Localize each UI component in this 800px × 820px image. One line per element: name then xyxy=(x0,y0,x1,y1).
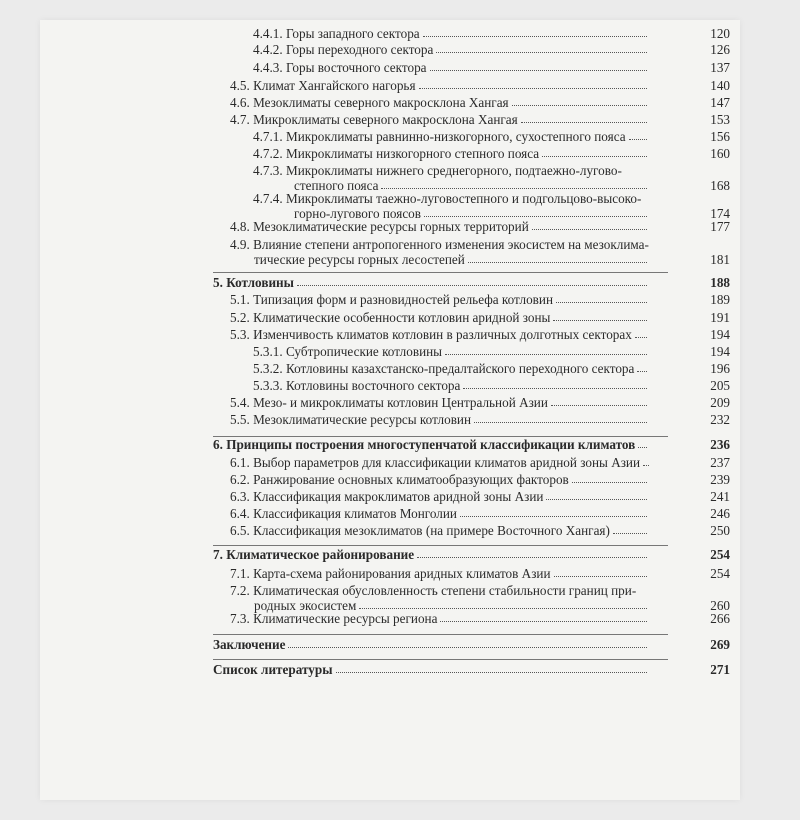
dot-leader xyxy=(440,621,647,622)
toc-entry-title: 5.3. Изменчивость климатов котловин в различных долготных секторах xyxy=(230,327,632,342)
toc-entry-title: 4.7. Микроклиматы северного макросклона Хангая xyxy=(230,112,518,127)
dot-leader xyxy=(551,405,647,406)
toc-entry-title: 5.5. Мезоклиматические ресурсы котловин xyxy=(230,412,472,427)
dot-leader xyxy=(468,262,647,263)
toc-page-number: 140 xyxy=(710,78,730,93)
toc-page-number: 188 xyxy=(710,275,730,290)
toc-page-number: 241 xyxy=(710,489,730,504)
toc-page-number: 194 xyxy=(710,344,730,359)
toc-page-number: 209 xyxy=(710,395,730,410)
toc-page-number: 254 xyxy=(710,566,730,581)
section-divider xyxy=(213,272,668,273)
toc-entry-title-line1: 4.7.3. Микроклиматы нижнего среднегорного, подтаежно-лугово- xyxy=(253,163,622,178)
section-divider xyxy=(213,545,668,546)
dot-leader xyxy=(637,371,647,372)
toc-entry-title: 4.7.2. Микроклиматы низкогорного степного пояса xyxy=(253,146,540,161)
toc-page-number: 232 xyxy=(710,412,730,427)
toc-entry-title-line1: 4.7.4. Микроклиматы таежно-луговостепного и подгольцово-высоко- xyxy=(253,191,642,206)
toc-entry-title: 5. Котловины xyxy=(213,275,294,290)
dot-leader xyxy=(463,388,647,389)
toc-page-number: 147 xyxy=(710,95,730,110)
dot-leader xyxy=(297,285,647,286)
toc-entry-title: 4.4.3. Горы восточного сектора xyxy=(253,60,427,75)
toc-page-number: 160 xyxy=(710,146,730,161)
section-divider xyxy=(213,436,668,437)
table-of-contents xyxy=(40,20,800,820)
toc-entry xyxy=(40,583,800,613)
toc-page-number: 205 xyxy=(710,378,730,393)
dot-leader xyxy=(553,320,647,321)
dot-leader xyxy=(423,36,647,37)
dot-leader xyxy=(521,122,647,123)
toc-entry-title: 5.1. Типизация форм и разновидностей рельефа котловин xyxy=(230,292,554,307)
dot-leader xyxy=(424,216,647,217)
toc-page-number: 239 xyxy=(710,472,730,487)
toc-entry-title-line1: 4.9. Влияние степени антропогенного изменения экосистем на мезоклима- xyxy=(230,237,649,252)
toc-page-number: 191 xyxy=(710,310,730,325)
toc-entry xyxy=(40,163,800,193)
dot-leader xyxy=(572,482,647,483)
toc-page-number: 168 xyxy=(710,178,730,193)
toc-page-number: 237 xyxy=(710,455,730,470)
toc-page-number: 120 xyxy=(710,26,730,41)
toc-entry-title: Заключение xyxy=(213,637,286,652)
toc-entry-title-line2: степного пояса xyxy=(294,178,379,193)
book-page xyxy=(40,20,740,800)
dot-leader xyxy=(417,557,647,558)
dot-leader xyxy=(381,188,647,189)
toc-page-number: 137 xyxy=(710,60,730,75)
toc-entry-title: 5.3.2. Котловины казахстанско-предалтайского переходного сектора xyxy=(253,361,635,376)
toc-entry-title: 7.3. Климатические ресурсы региона xyxy=(230,611,438,626)
dot-leader xyxy=(359,608,647,609)
dot-leader xyxy=(532,229,647,230)
toc-entry-title: 4.4.1. Горы западного сектора xyxy=(253,26,420,41)
section-divider xyxy=(213,634,668,635)
toc-entry-title: 6.3. Классификация макроклиматов аридной зоны Азии xyxy=(230,489,544,504)
toc-entry-title: 6.2. Ранжирование основных климатообразующих факторов xyxy=(230,472,569,487)
toc-entry-title: Список литературы xyxy=(213,662,333,677)
toc-entry-title: 6. Принципы построения многоступенчатой классификации климатов xyxy=(213,437,636,452)
dot-leader xyxy=(638,447,647,448)
toc-page-number: 181 xyxy=(710,252,730,267)
toc-page-number: 189 xyxy=(710,292,730,307)
toc-page-number: 250 xyxy=(710,523,730,538)
toc-entry-title-line1: 7.2. Климатическая обусловленность степени стабильности границ при- xyxy=(230,583,637,598)
toc-page-number: 194 xyxy=(710,327,730,342)
toc-entry-title: 6.5. Классификация мезоклиматов (на примере Восточного Хангая) xyxy=(230,523,610,538)
toc-entry-title: 5.3.3. Котловины восточного сектора xyxy=(253,378,461,393)
dot-leader xyxy=(512,105,647,106)
toc-entry-title: 7.1. Карта-схема районирования аридных климатов Азии xyxy=(230,566,551,581)
toc-page-number: 177 xyxy=(710,219,730,234)
dot-leader xyxy=(554,576,647,577)
dot-leader xyxy=(445,354,647,355)
dot-leader xyxy=(546,499,647,500)
toc-entry xyxy=(40,662,800,692)
toc-entry-title: 4.7.1. Микроклиматы равнинно-низкогорного, сухостепного пояса xyxy=(253,129,626,144)
toc-page-number: 246 xyxy=(710,506,730,521)
dot-leader xyxy=(613,533,647,534)
toc-entry-title: 6.4. Классификация климатов Монголии xyxy=(230,506,457,521)
dot-leader xyxy=(643,465,649,466)
toc-entry xyxy=(40,191,800,221)
toc-page-number: 271 xyxy=(710,662,730,677)
toc-entry-title: 5.3.1. Субтропические котловины xyxy=(253,344,443,359)
toc-entry-title-line2: тические ресурсы горных лесостепей xyxy=(254,252,465,267)
toc-page-number: 260 xyxy=(710,598,730,613)
section-divider xyxy=(213,659,668,660)
toc-page-number: 174 xyxy=(710,206,730,221)
toc-entry-title: 4.5. Климат Хангайского нагорья xyxy=(230,78,416,93)
toc-page-number: 266 xyxy=(710,611,730,626)
dot-leader xyxy=(288,647,647,648)
dot-leader xyxy=(436,52,647,53)
toc-entry-title: 5.4. Мезо- и микроклиматы котловин Центральной Азии xyxy=(230,395,548,410)
dot-leader xyxy=(635,337,647,338)
toc-entry-title: 4.4.2. Горы переходного сектора xyxy=(253,42,434,57)
toc-page-number: 254 xyxy=(710,547,730,562)
toc-entry-title: 4.8. Мезоклиматические ресурсы горных территорий xyxy=(230,219,529,234)
dot-leader xyxy=(474,422,647,423)
toc-page-number: 269 xyxy=(710,637,730,652)
dot-leader xyxy=(336,672,647,673)
dot-leader xyxy=(556,302,647,303)
dot-leader xyxy=(460,516,647,517)
toc-page-number: 126 xyxy=(710,42,730,57)
toc-page-number: 153 xyxy=(710,112,730,127)
dot-leader xyxy=(629,139,647,140)
toc-entry xyxy=(40,237,800,267)
toc-entry-title: 6.1. Выбор параметров для классификации климатов аридной зоны Азии xyxy=(230,455,641,470)
dot-leader xyxy=(542,156,647,157)
toc-entry-title: 7. Климатическое районирование xyxy=(213,547,415,562)
dot-leader xyxy=(430,70,647,71)
dot-leader xyxy=(419,88,647,89)
toc-page-number: 236 xyxy=(710,437,730,452)
toc-entry-title-line2: горно-лугового поясов xyxy=(294,206,421,221)
toc-entry-title: 5.2. Климатические особенности котловин аридной зоны xyxy=(230,310,551,325)
toc-entry-title: 4.6. Мезоклиматы северного макросклона Хангая xyxy=(230,95,509,110)
toc-entry-title-line2: родных экосистем xyxy=(254,598,357,613)
toc-page-number: 156 xyxy=(710,129,730,144)
toc-page-number: 196 xyxy=(710,361,730,376)
